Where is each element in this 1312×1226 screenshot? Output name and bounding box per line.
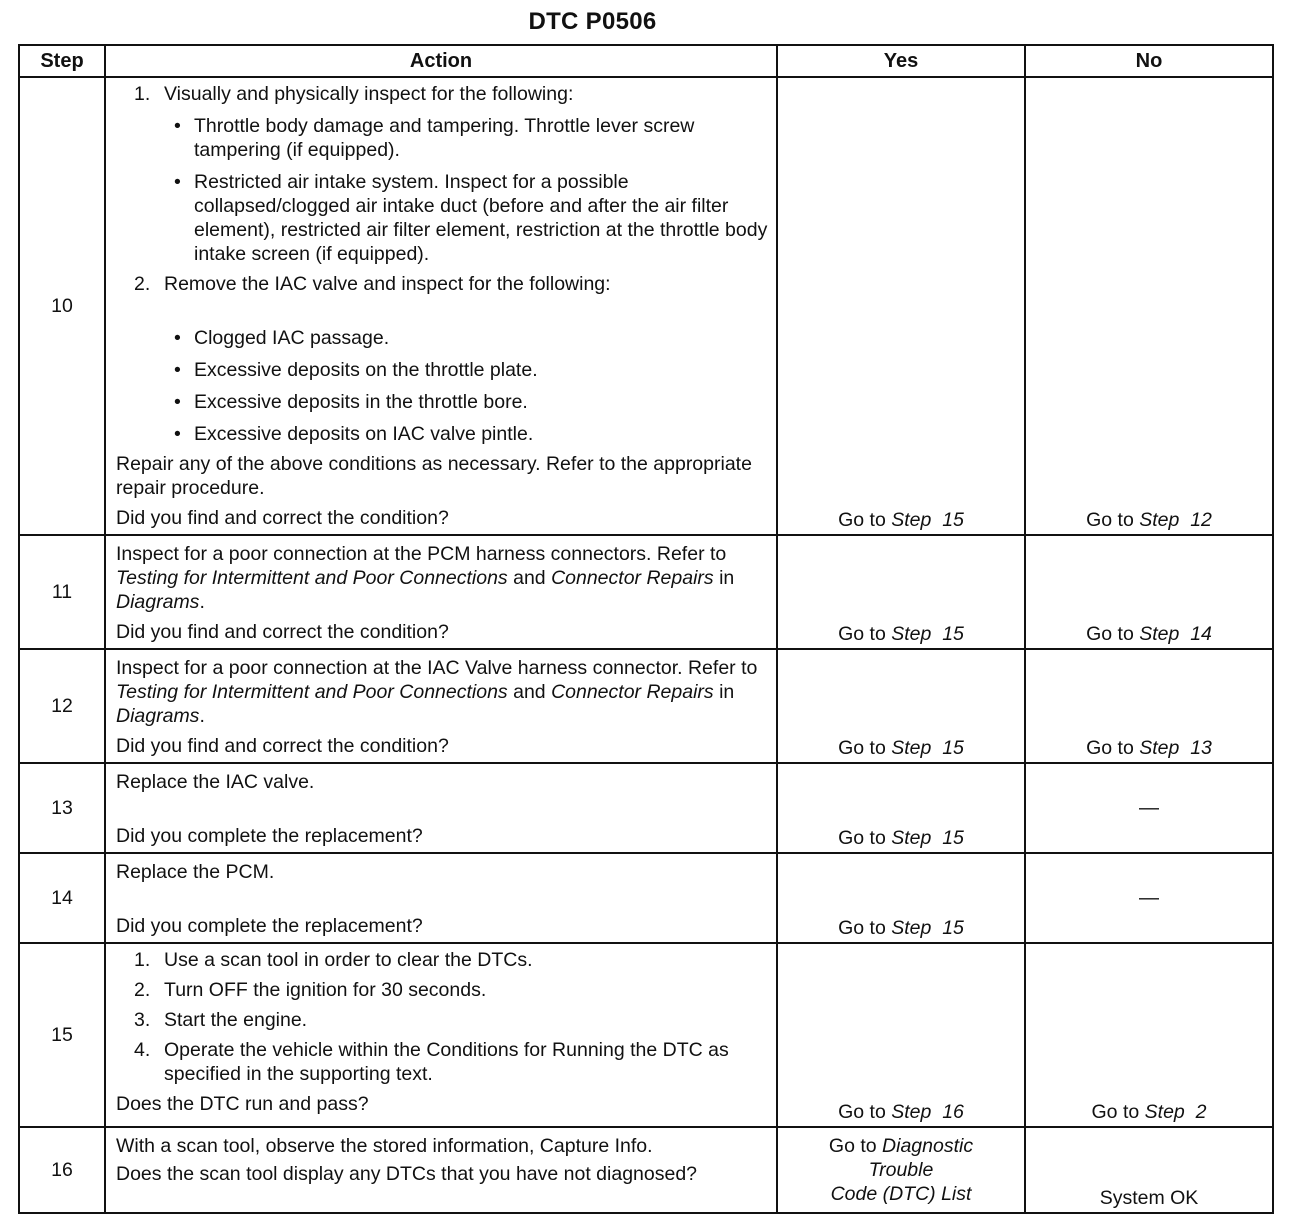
no-cell [1025,535,1273,649]
list-item: 2. Turn OFF the ignition for 30 seconds. [134,979,487,1001]
action-text: Inspect for a poor connection at the PCM harness connectors. Refer to Testing for Intermittent and Poor Connections and Connector Repairs in Diagrams. [116,543,735,613]
no-dash: — [1139,887,1159,909]
no-dash: — [1139,797,1159,819]
list-item: 1. Use a scan tool in order to clear the DTCs. [134,949,533,971]
no-cell [1025,943,1273,1127]
question-text: Does the DTC run and pass? [116,1093,369,1115]
step-number: 11 [19,535,105,649]
table-row-step-14 [19,853,1273,943]
yes-goto: Go to Diagnostic Trouble Code (DTC) List [828,1135,974,1205]
step-number: 10 [19,77,105,535]
table-row-step-10 [19,77,1273,535]
yes-goto: Go to Step 15 [838,917,964,939]
list-item: 2. Remove the IAC valve and inspect for the following: [134,273,611,295]
bullet-icon: • [174,115,181,137]
yes-goto: Go to Step 15 [838,623,964,645]
action-text: Inspect for a poor connection at the IAC Valve harness connector. Refer to Testing for Intermittent and Poor Connections and Connector Repairs in Diagrams. [116,657,758,727]
list-item: • Restricted air intake system. Inspect for a possible collapsed/clogged air intake duct (before and after the air filter element), restricted air filter element, restriction at the throttle body intake screen (if equipped). [174,171,768,265]
bullet-icon: • [174,171,181,193]
no-cell [1025,1127,1273,1213]
question-text: Did you find and correct the condition? [116,507,449,529]
bullet-icon: • [174,327,181,349]
header-step: Step [19,45,105,77]
yes-goto: Go to Step 15 [838,509,964,531]
action-text: Replace the PCM. [116,861,275,883]
no-cell [1025,763,1273,853]
action-cell [105,1127,777,1213]
step-number: 15 [19,943,105,1127]
list-item: • Throttle body damage and tampering. Throttle lever screw tampering (if equipped). [174,115,695,161]
yes-cell [777,853,1025,943]
bullet-icon: • [174,423,181,445]
no-goto: Go to Step 13 [1086,737,1212,759]
page-title: DTC P0506 [528,8,657,35]
yes-cell [777,1127,1025,1213]
question-text: Did you complete the replacement? [116,825,423,847]
list-item: • Clogged IAC passage. [174,327,390,349]
yes-goto: Go to Step 15 [838,737,964,759]
step-number: 16 [19,1127,105,1213]
header-yes: Yes [777,45,1025,77]
action-text: With a scan tool, observe the stored information, Capture Info. [116,1135,653,1157]
list-item: • Excessive deposits on the throttle plate. [174,359,538,381]
table-row-step-16 [19,1127,1273,1213]
no-cell [1025,853,1273,943]
list-item: 4. Operate the vehicle within the Conditions for Running the DTC as specified in the supporting text. [134,1039,729,1085]
bullet-icon: • [174,359,181,381]
header-action: Action [105,45,777,77]
no-goto: Go to Step 2 [1091,1101,1207,1123]
list-item: 3. Start the engine. [134,1009,308,1031]
no-goto: Go to Step 12 [1086,509,1212,531]
action-cell [105,763,777,853]
yes-cell [777,77,1025,535]
list-item: • Excessive deposits in the throttle bore. [174,391,528,413]
action-text: Replace the IAC valve. [116,771,315,793]
header-no: No [1025,45,1273,77]
action-cell [105,943,777,1127]
question-text: Does the scan tool display any DTCs that you have not diagnosed? [116,1163,698,1185]
no-goto: Go to Step 14 [1086,623,1212,645]
note-text: Repair any of the above conditions as necessary. Refer to the appropriate repair procedure. [116,453,752,499]
yes-cell [777,535,1025,649]
action-cell [105,853,777,943]
yes-cell [777,943,1025,1127]
diagnostic-table [18,44,1274,1214]
table-row-step-12 [19,649,1273,763]
yes-cell [777,763,1025,853]
list-item: 1. Visually and physically inspect for the following: [134,83,574,105]
question-text: Did you find and correct the condition? [116,621,449,643]
step-number: 13 [19,763,105,853]
bullet-icon: • [174,391,181,413]
no-result: System OK [1099,1187,1199,1209]
step-number: 12 [19,649,105,763]
yes-goto: Go to Step 15 [838,827,964,849]
yes-goto: Go to Step 16 [838,1101,964,1123]
table-row-step-15 [19,943,1273,1127]
table-header-row [19,45,1273,77]
yes-cell [777,649,1025,763]
question-text: Did you complete the replacement? [116,915,423,937]
table-row-step-11 [19,535,1273,649]
action-cell [105,535,777,649]
table-row-step-13 [19,763,1273,853]
action-cell [105,649,777,763]
list-item: • Excessive deposits on IAC valve pintle. [174,423,534,445]
no-cell [1025,649,1273,763]
question-text: Did you find and correct the condition? [116,735,449,757]
step-number: 14 [19,853,105,943]
action-cell [105,77,777,535]
no-cell [1025,77,1273,535]
